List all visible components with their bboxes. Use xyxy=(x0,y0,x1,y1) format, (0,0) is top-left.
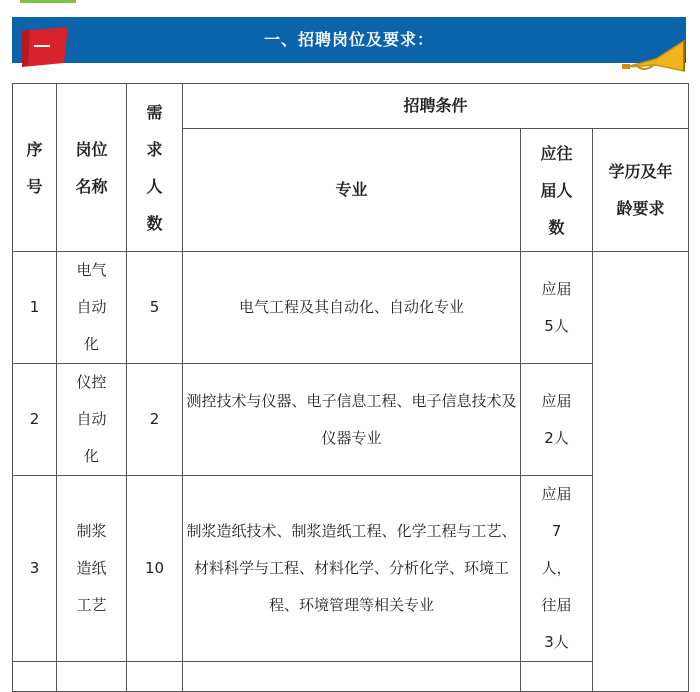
header-need: 需求人数 xyxy=(127,84,183,252)
row-need: 2 xyxy=(127,364,183,476)
row-need xyxy=(127,662,183,692)
recruitment-table xyxy=(12,83,689,692)
row-edu-age xyxy=(593,252,689,692)
section-banner xyxy=(12,17,686,63)
row-position: 仪控自动化 xyxy=(57,364,127,476)
row-seq: 3 xyxy=(13,476,57,662)
row-major: 测控技术与仪器、电子信息工程、电子信息技术及仪器专业 xyxy=(183,364,521,476)
table-row xyxy=(13,364,689,476)
table-row-partial xyxy=(13,662,689,692)
row-need: 10 xyxy=(127,476,183,662)
row-fresh: 应届5人 xyxy=(521,252,593,364)
header-major: 专业 xyxy=(183,129,521,252)
row-major: 电气工程及其自动化、自动化专业 xyxy=(183,252,521,364)
row-fresh: 应届7人，往届3人 xyxy=(521,476,593,662)
row-major: 制浆造纸技术、制浆造纸工程、化学工程与工艺、材料科学与工程、材料化学、分析化学、环境工程、环境管理等相关专业 xyxy=(183,476,521,662)
flag-label-dash xyxy=(34,45,50,47)
row-need: 5 xyxy=(127,252,183,364)
row-major xyxy=(183,662,521,692)
header-conditions: 招聘条件 xyxy=(183,84,689,129)
header-position: 岗位名称 xyxy=(57,84,127,252)
header-seq: 序号 xyxy=(13,84,57,252)
header-edu-age: 学历及年龄要求 xyxy=(593,129,689,252)
table-row xyxy=(13,252,689,364)
red-flag-icon xyxy=(20,27,70,67)
row-fresh xyxy=(521,662,593,692)
row-position: 制浆造纸工艺 xyxy=(57,476,127,662)
row-fresh: 应届2人 xyxy=(521,364,593,476)
row-seq xyxy=(13,662,57,692)
header-fresh: 应往届人数 xyxy=(521,129,593,252)
row-position: 电气自动化 xyxy=(57,252,127,364)
top-accent-bar xyxy=(20,0,76,3)
section-title: 一、招聘岗位及要求： xyxy=(263,30,434,49)
trumpet-icon xyxy=(622,37,688,75)
row-seq: 2 xyxy=(13,364,57,476)
row-position xyxy=(57,662,127,692)
table-row xyxy=(13,476,689,662)
row-seq: 1 xyxy=(13,252,57,364)
